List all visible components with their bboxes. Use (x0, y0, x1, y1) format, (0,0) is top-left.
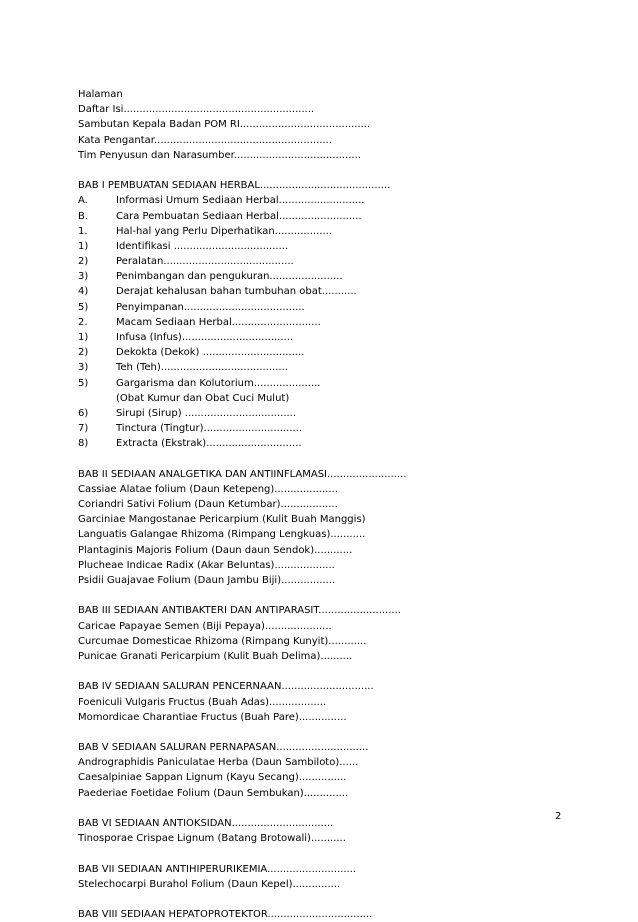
item-number: 3) (78, 271, 89, 283)
item-text: Derajat kehalusan bahan tumbuhan obat........... (116, 286, 357, 298)
item-text: Sirupi (Sirup) ................................... (116, 407, 297, 419)
toc-item: Andrographidis Paniculatae Herba (Daun Sambiloto)...... (78, 757, 359, 769)
item-text: Cara Pembuatan Sediaan Herbal.......................... (116, 210, 362, 222)
item-number: 1. (78, 225, 88, 237)
front-matter-halaman: Halaman (78, 89, 123, 100)
item-number: 2) (78, 256, 89, 268)
spacer (78, 588, 578, 603)
toc-item (78, 330, 578, 345)
toc-item (78, 254, 578, 269)
toc-item: Coriandri Sativi Folium (Daun Ketumbar).................. (78, 499, 338, 511)
toc-item: Caricae Papayae Semen (Biji Pepaya)..................... (78, 620, 332, 632)
toc-item (78, 224, 578, 239)
toc-item (78, 269, 578, 284)
toc-item (78, 436, 578, 451)
toc-item (78, 406, 578, 421)
chapter-heading: BAB IV SEDIAAN SALURAN PENCERNAAN............................. (78, 681, 374, 693)
toc-entry: Tim Penyusun dan Narasumber........................................ (78, 149, 361, 161)
item-number: 1) (78, 332, 89, 343)
chapter-items (78, 193, 578, 451)
spacer (78, 846, 578, 861)
chapter-heading: BAB VII SEDIAAN ANTIHIPERURIKEMIA............................ (78, 863, 357, 875)
item-text: Extracta (Ekstrak).............................. (116, 438, 302, 450)
chapter-heading: BAB I PEMBUATAN SEDIAAN HERBAL......................................... (78, 180, 391, 192)
spacer (78, 892, 578, 907)
chapter-heading: BAB V SEDIAAN SALURAN PERNAPASAN............................. (78, 742, 369, 754)
chapter-heading: BAB VI SEDIAAN ANTIOKSIDAN................................ (78, 818, 334, 829)
toc-item (78, 360, 578, 375)
chapter-items (78, 619, 578, 665)
toc-item (78, 391, 578, 406)
chapter-items (78, 877, 578, 892)
chapter-items (78, 755, 578, 801)
toc-item: Curcumae Domesticae Rhizoma (Rimpang Kunyit)............ (78, 635, 367, 647)
item-number: B. (78, 210, 89, 222)
item-number: 5) (78, 301, 89, 313)
table-of-contents (78, 87, 578, 922)
toc-item: Paederiae Foetidae Folium (Daun Sembukan).............. (78, 787, 349, 799)
item-number: 3) (78, 362, 89, 374)
toc-item: Momordicae Charantiae Fructus (Buah Pare)............... (78, 711, 347, 723)
toc-item (78, 345, 578, 360)
chapter-heading: BAB II SEDIAAN ANALGETIKA DAN ANTIINFLAMASI......................... (78, 468, 407, 480)
item-text: (Obat Kumur dan Obat Cuci Mulut) (116, 392, 290, 404)
toc-entry: Kata Pengantar........................................................ (78, 134, 332, 146)
item-number: 8) (78, 438, 89, 450)
item-number: 2) (78, 347, 89, 359)
toc-item: Psidii Guajavae Folium (Daun Jambu Biji)................. (78, 575, 336, 586)
spacer (78, 725, 578, 740)
spacer (78, 664, 578, 679)
toc-item (78, 193, 578, 208)
toc-item: Plantaginis Majoris Folium (Daun daun Sendok)............ (78, 544, 353, 556)
toc-item: Foeniculi Vulgaris Fructus (Buah Adas).................. (78, 696, 327, 708)
item-text: Gargarisma dan Kolutorium..................... (116, 377, 321, 389)
toc-item (78, 421, 578, 436)
item-text: Dekokta (Dekok) ................................ (116, 347, 305, 359)
item-text: Tinctura (Tingtur)............................... (116, 423, 303, 435)
spacer (78, 801, 578, 816)
item-text: Identifikasi .................................... (116, 240, 289, 252)
item-text: Macam Sediaan Herbal............................ (116, 316, 321, 328)
toc-item: Plucheae Indicae Radix (Akar Beluntas)................... (78, 559, 335, 571)
item-number: 1) (78, 240, 89, 252)
chapter-heading: BAB VIII SEDIAAN HEPATOPROTEKTOR................................. (78, 909, 373, 921)
toc-item: Tinosporae Crispae Lignum (Batang Brotowali)........... (78, 833, 346, 845)
item-text: Penimbangan dan pengukuran....................... (116, 271, 343, 283)
toc-entry: Sambutan Kepala Badan POM RI......................................... (78, 119, 371, 131)
toc-item: Stelechocarpi Burahol Folium (Daun Kepel)............... (78, 878, 341, 890)
toc-item: Garciniae Mangostanae Pericarpium (Kulit Buah Manggis) (78, 514, 366, 526)
chapter-heading: BAB III SEDIAAN ANTIBAKTERI DAN ANTIPARASIT.......................... (78, 605, 401, 617)
chapter-items (78, 695, 578, 725)
toc-item: Cassiae Alatae folium (Daun Ketepeng).................... (78, 483, 338, 495)
item-number: 2. (78, 316, 88, 328)
toc-item (78, 300, 578, 315)
item-text: Penyimpanan...................................... (116, 301, 305, 313)
toc-item (78, 284, 578, 299)
item-text: Teh (Teh)........................................ (116, 362, 288, 374)
item-text: Peralatan......................................... (116, 256, 294, 268)
toc-item (78, 209, 578, 224)
spacer (78, 452, 578, 467)
item-number: 5) (78, 377, 89, 389)
toc-item (78, 376, 578, 391)
toc-item (78, 239, 578, 254)
toc-item (78, 315, 578, 330)
toc-item: Caesalpiniae Sappan Lignum (Kayu Secang)............... (78, 772, 347, 784)
item-number: A. (78, 195, 88, 207)
item-text: Informasi Umum Sediaan Herbal........................... (116, 195, 365, 207)
page-number: 2 (555, 811, 562, 822)
spacer (78, 163, 578, 178)
chapter-items (78, 482, 578, 588)
toc-item: Punicae Granati Pericarpium (Kulit Buah Delima).......... (78, 650, 353, 662)
item-text: Hal-hal yang Perlu Diperhatikan.................. (116, 225, 332, 237)
item-text: Infusa (Infus)................................... (116, 332, 294, 343)
chapter-items (78, 831, 578, 846)
item-number: 6) (78, 407, 89, 419)
item-number: 4) (78, 286, 89, 298)
item-number: 7) (78, 423, 89, 435)
toc-entry: Daftar Isi............................................................ (78, 104, 315, 116)
toc-item: Languatis Galangae Rhizoma (Rimpang Lengkuas)........... (78, 529, 366, 541)
